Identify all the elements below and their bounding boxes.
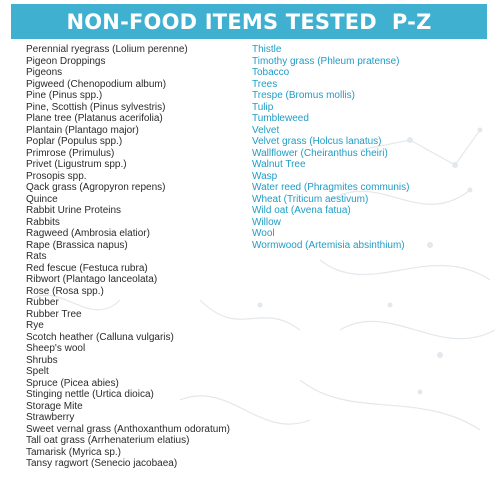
list-item: Velvet <box>252 124 280 136</box>
list-item: Quince <box>26 193 58 205</box>
list-item: Pine, Scottish (Pinus sylvestris) <box>26 101 166 113</box>
list-item: Sheep's wool <box>26 343 86 354</box>
list-item: Rabbit Urine Proteins <box>26 205 122 216</box>
list-item: Walnut Tree <box>252 159 306 170</box>
list-item: Storage Mite <box>26 400 83 412</box>
list-item: Spruce (Picea abies) <box>26 377 119 389</box>
page-title: NON-FOOD ITEMS TESTED P-Z <box>66 9 432 34</box>
list-item: Trespe (Bromus mollis) <box>252 90 355 101</box>
list-item: Water reed (Phragmites communis) <box>252 182 410 193</box>
list-item: Scotch heather (Calluna vulgaris) <box>26 331 174 343</box>
list-item: Wasp <box>252 170 278 182</box>
list-item: Ragweed (Ambrosia elatior) <box>26 228 150 239</box>
list-item: Plane tree (Platanus acerifolia) <box>26 113 163 124</box>
list-item: Prosopis spp. <box>26 170 87 182</box>
list-item: Qack grass (Agropyron repens) <box>26 182 166 193</box>
list-item: Tall oat grass (Arrhenaterium elatius) <box>26 435 190 446</box>
list-item: Pigeon Droppings <box>26 55 106 67</box>
list-item: Perennial ryegrass (Lolium perenne) <box>26 44 188 55</box>
right-item-list <box>252 44 409 251</box>
list-item: Thistle <box>252 44 282 55</box>
list-item: Wormwood (Artemisia absinthium) <box>252 239 405 251</box>
list-item: Tulip <box>252 101 274 113</box>
list-item: Tobacco <box>252 67 290 78</box>
list-item: Rye <box>26 320 44 331</box>
list-item: Wheat (Triticum aestivum) <box>252 193 369 205</box>
list-item: Tansy ragwort (Senecio jacobaea) <box>26 458 178 469</box>
list-item: Wild oat (Avena fatua) <box>252 205 351 216</box>
list-item: Stinging nettle (Urtica dioica) <box>26 389 154 400</box>
list-item: Wallflower (Cheiranthus cheiri) <box>252 147 388 159</box>
list-item: Tamarisk (Myrica sp.) <box>26 446 122 458</box>
list-item: Plantain (Plantago major) <box>26 124 139 136</box>
list-item: Poplar (Populus spp.) <box>26 136 123 147</box>
title-banner <box>11 4 487 39</box>
list-item: Pigeons <box>26 67 63 78</box>
list-item: Ribwort (Plantago lanceolata) <box>26 274 158 285</box>
list-item: Primrose (Primulus) <box>26 147 115 159</box>
list-item: Pigweed (Chenopodium album) <box>26 78 167 90</box>
list-item: Tumbleweed <box>252 113 309 124</box>
list-item: Spelt <box>26 366 49 377</box>
list-item: Sweet vernal grass (Anthoxanthum odoratum) <box>26 423 230 435</box>
list-item: Rabbits <box>26 216 60 228</box>
list-item: Velvet grass (Holcus lanatus) <box>252 136 382 147</box>
list-item: Rape (Brassica napus) <box>26 239 128 251</box>
list-item: Pine (Pinus spp.) <box>26 90 103 101</box>
list-item: Rubber <box>26 297 59 308</box>
list-item: Strawberry <box>26 412 75 423</box>
list-item: Rose (Rosa spp.) <box>26 285 104 297</box>
list-item: Trees <box>252 78 278 90</box>
list-item: Privet (Ligustrum spp.) <box>26 159 127 170</box>
list-item: Red fescue (Festuca rubra) <box>26 262 148 274</box>
list-item: Rats <box>26 251 47 262</box>
list-item: Timothy grass (Phleum pratense) <box>252 55 400 67</box>
list-item: Rubber Tree <box>26 308 82 320</box>
list-item: Willow <box>252 216 281 228</box>
left-item-list <box>26 44 230 470</box>
list-item: Wool <box>252 228 275 239</box>
list-item: Shrubs <box>26 354 58 366</box>
